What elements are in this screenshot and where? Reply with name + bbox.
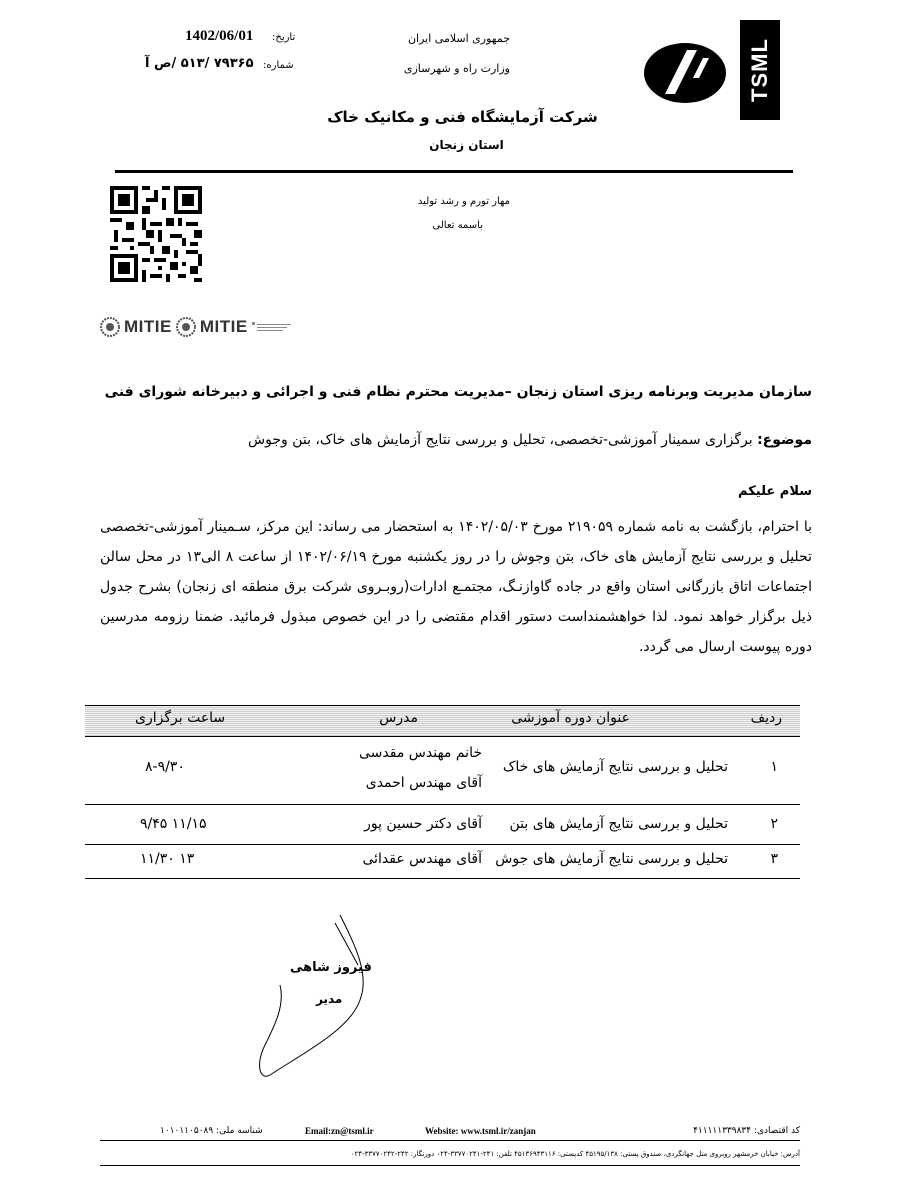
footer-divider-1 xyxy=(100,1140,800,1141)
mitie-text-1: MITIE xyxy=(124,317,172,336)
signer-title: مدیر xyxy=(316,992,343,1006)
footer-address: آدرس: خیابان خرمشهر روبروی متل جهانگردی، صندوق پستی: ۴۵۱۹۵/۱۳۸ کدپستی: ۴۵۱۳۶۹۴۳۱۱۶ تلفن: ۲۴۱-۳۳۷۷۰۲۴۱-۰۲۴ دورنگار: ۲۴۲-۳۳۷۷۰۲۴۲-۰۲۴ xyxy=(350,1150,800,1158)
row-index: ۱ xyxy=(770,759,778,775)
row-teacher-1: آقای دکتر حسین پور xyxy=(364,816,482,832)
date-value: 1402/06/01 xyxy=(185,28,254,44)
subject-line xyxy=(248,432,812,448)
mitie-seal-icon xyxy=(100,317,120,337)
gov-line-1: جمهوری اسلامی ایران xyxy=(407,32,510,45)
greeting: سلام علیکم xyxy=(738,484,812,499)
company-name: شرکت آزمایشگاه فنی و مکانیک خاک xyxy=(327,108,598,126)
row-time: ۹/۴۵ ۱۱/۱۵ xyxy=(140,816,207,832)
body-paragraph: با احترام، بازگشت به نامه شماره ۲۱۹۰۵۹ مورخ ۱۴۰۲/۰۵/۰۳ به استحضار می رساند: این مرکز، سـمینار آموزشی-تخصصی تحلیل و بررسی نتایج آزمایش های خاک، بتن وجوش را در روز یکشنبه مورخ ۱۴۰۲/۰۶/۱۹ از ساعت ۸ الی۱۳ در محل سالن اجتماعات اتاق بازرگانی استان واقع در جاده گاوازنـگ، مجتمـع ادارات(روبـروی شرکت برق منطقه ای زنجان) بشرح جدول ذیل برگزار خواهد نمود. لذا خواهشمنداست دستور اقدام مقتضی را در این خصوص مبذول فرمائید. ضمنا رزومه مدرسین دوره پیوست ارسال می گردد. xyxy=(100,519,812,655)
table-header xyxy=(85,705,800,737)
row-index: ۲ xyxy=(770,816,778,832)
subject-label: موضوع: xyxy=(757,432,812,448)
mitie-stamp xyxy=(100,313,310,341)
brand-text: TSML xyxy=(747,38,773,102)
table-row xyxy=(85,845,800,879)
mitie-seal-icon-2 xyxy=(176,317,196,337)
national-id-label: شناسه ملی: xyxy=(216,1126,263,1136)
signature-icon xyxy=(240,905,380,1095)
subject-text: برگزاری سمینار آموزشی-تخصصی، تحلیل و بررسی نتایج آزمایش های خاک، بتن وجوش xyxy=(248,432,758,448)
mitie-text-2: MITIE xyxy=(199,317,248,336)
signer-name: فیروز شاهی xyxy=(290,960,372,975)
date-label: تاریخ: xyxy=(272,32,296,43)
row-teacher-1: آقای مهندس عقدائی xyxy=(362,851,482,867)
footer-national-id xyxy=(160,1126,263,1136)
slogan-line-1: مهار تورم و رشد تولید xyxy=(417,196,510,207)
header-course: عنوان دوره آموزشی xyxy=(511,710,630,726)
table-row xyxy=(85,805,800,845)
header-time: ساعت برگزاری xyxy=(135,710,226,726)
national-id-value: ۱۰۱۰۱۱۰۵۰۸۹ xyxy=(160,1126,214,1136)
row-course: تحلیل و بررسی نتایج آزمایش های بتن xyxy=(509,816,728,832)
mitie-tagline-icon xyxy=(252,320,292,334)
row-index: ۳ xyxy=(770,851,778,867)
tsml-logo-box xyxy=(740,20,780,120)
slogan-line-2: باسمه تعالی xyxy=(432,220,483,231)
header-divider xyxy=(115,170,793,173)
row-time: ۸-۹/۳۰ xyxy=(145,759,185,775)
letter-number-label: شماره: xyxy=(263,60,294,71)
seminar-table xyxy=(85,705,800,879)
footer-economic-code xyxy=(693,1126,800,1136)
header-index: ردیف xyxy=(750,710,782,726)
gov-line-2: وزارت راه و شهرسازی xyxy=(403,62,510,75)
header-teacher: مدرس xyxy=(379,710,418,726)
row-time: ۱۱/۳۰ ۱۳ xyxy=(140,851,195,867)
row-teacher-2: آقای مهندس احمدی xyxy=(365,775,482,791)
row-course: تحلیل و بررسی نتایج آزمایش های جوش xyxy=(495,851,728,867)
footer-contact-line xyxy=(100,1126,800,1140)
letter-number-value: ۷۹۳۶۵ /۵۱۳ /ص آ xyxy=(145,56,254,71)
company-emblem-icon xyxy=(643,42,727,104)
province-name: استان زنجان xyxy=(429,138,504,152)
row-course: تحلیل و بررسی نتایج آزمایش های خاک xyxy=(502,759,728,775)
recipient: سازمان مدیریت وبرنامه ریزی استان زنجان –مدیریت محترم نظام فنی و اجرائی و دبیرخانه شورای فنی xyxy=(104,384,812,400)
footer-website: Website: www.tsml.ir/zanjan xyxy=(425,1126,536,1136)
qr-code-icon xyxy=(110,186,202,282)
economic-code-label: کد اقتصادی: xyxy=(753,1126,800,1136)
footer-email: Email:zn@tsml.ir xyxy=(305,1126,374,1136)
row-teacher-1: خانم مهندس مقدسی xyxy=(359,745,482,761)
economic-code-value: ۴۱۱۱۱۱۳۳۹۸۳۴ xyxy=(693,1126,752,1136)
table-row xyxy=(85,737,800,805)
footer-divider-2 xyxy=(100,1165,800,1166)
